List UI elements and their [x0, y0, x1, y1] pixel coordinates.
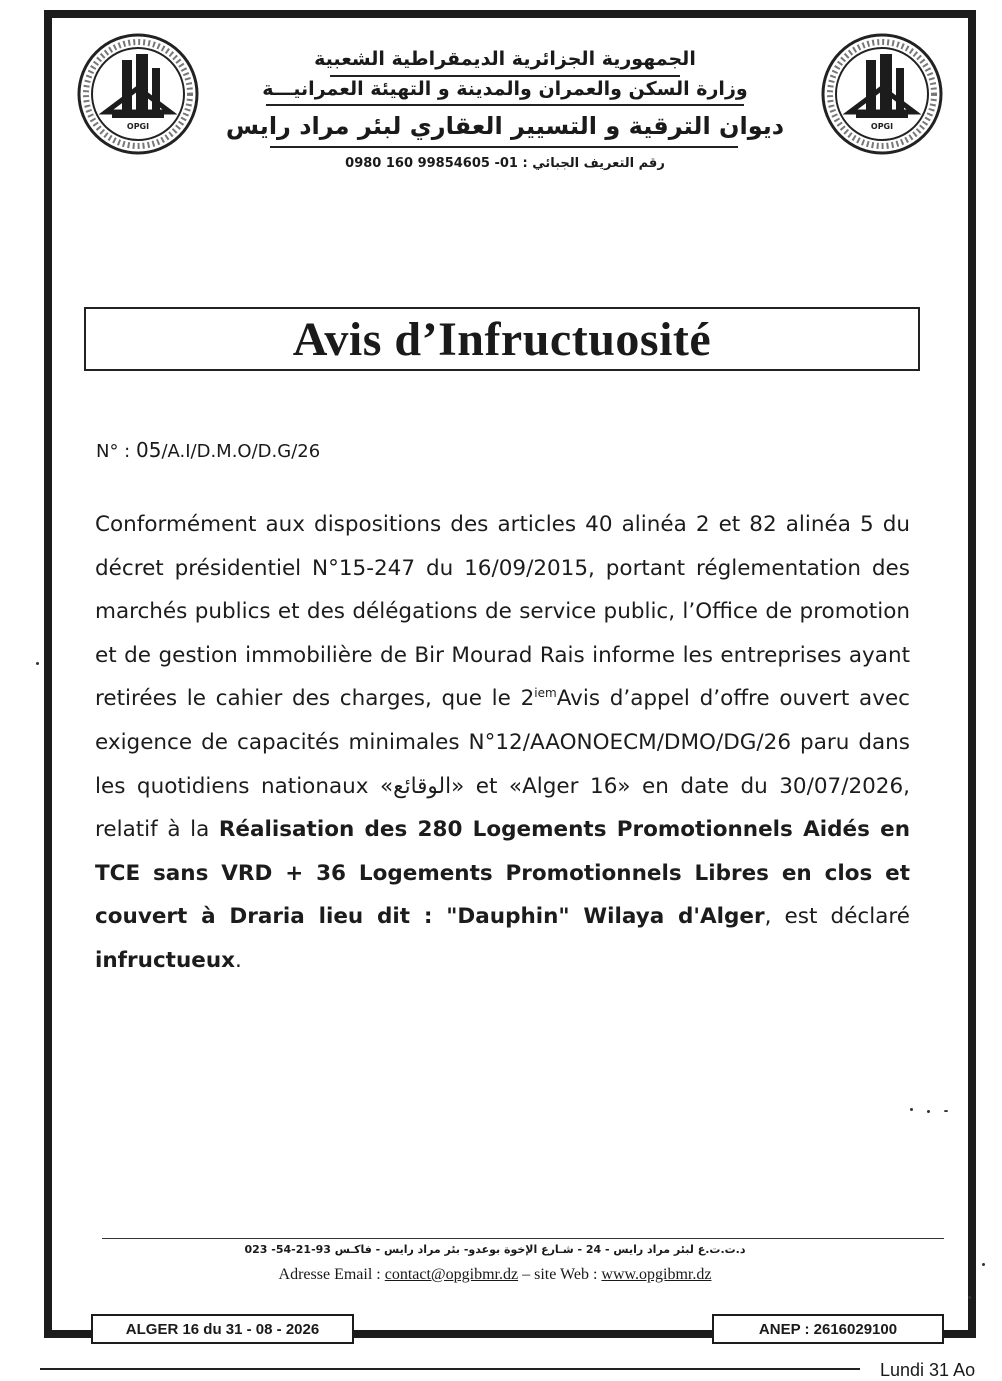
logo-left-label: OPGI — [126, 122, 150, 131]
footer-email-link[interactable]: contact@opgibmr.dz — [384, 1266, 519, 1283]
header-underline-3 — [270, 146, 738, 148]
header-republic: الجمهورية الجزائرية الديمقراطية الشعبية — [314, 48, 696, 70]
title-box — [84, 307, 920, 371]
scan-speck — [910, 1108, 913, 1111]
scan-speck — [968, 1296, 971, 1299]
page-title: Avis d’Infructuosité — [292, 312, 712, 366]
scan-speck — [944, 1110, 948, 1112]
footer-arabic-address: د.ت.ت.ع لبئر مراد رايس - 24 - شـارع الإخوة بوعدو- بئر مراد رايس - فاكـس 93-21-54- 023 — [244, 1243, 746, 1256]
footer-website-link[interactable]: www.opgibmr.dz — [601, 1266, 712, 1283]
reference-num: 05 — [135, 438, 162, 462]
notice-body — [95, 503, 910, 983]
body-bold-result: infructueux — [95, 947, 236, 973]
bottom-rule — [40, 1368, 860, 1370]
opgi-logo-right — [820, 32, 944, 156]
footer-email-label: Adresse Email : — [278, 1266, 385, 1283]
footer-separator: – site Web : — [518, 1266, 602, 1283]
logo-right-label: OPGI — [870, 122, 894, 131]
reference-number — [96, 438, 320, 462]
publication-tag: ALGER 16 du 31 - 08 - 2026 — [91, 1314, 354, 1344]
body-part-3: , est déclaré — [764, 904, 910, 930]
body-part-1: Conformément aux dispositions des articles 40 alinéa 2 et 82 alinéa 5 du décret présidentiel N°15-247 du 16/09/2015, portant réglementation des marchés publics et des délégations de service public, l’Office de promotion et de gestion immobilière de Bir Mourad Rais informe les entreprises ayant retirées le cahier des charges, que le 2 — [95, 512, 910, 712]
header-office: ديوان الترقية و التسيير العقاري لبئر مراد رايس — [225, 112, 785, 140]
anep-tag: ANEP : 2616029100 — [712, 1314, 944, 1344]
header-tax-id: رقم التعريف الجبائي : 01- 99854605 160 0980 — [345, 156, 665, 171]
header-underline-2 — [266, 104, 744, 106]
scan-speck — [982, 1263, 985, 1266]
footer-divider — [102, 1238, 944, 1239]
header-ministry: وزارة السكن والعمران والمدينة و التهيئة العمرانيـــة — [262, 78, 748, 100]
corner-date-fragment: Lundi 31 Ao — [880, 1360, 976, 1380]
reference-prefix: N° : — [96, 441, 136, 462]
opgi-logo-left — [76, 32, 200, 156]
body-part-4: . — [235, 947, 242, 973]
footer-contact — [150, 1266, 840, 1284]
body-part-2: Avis d’appel d’offre ouvert avec exigence de capacités minimales N°12/AAONOECM/DMO/DG/26 paru dans les quotidiens nationaux «الوقائع» et «Alger 16» en date du 30/07/2026, relatif à la — [95, 686, 911, 843]
reference-suffix: /A.I/D.M.O/D.G/26 — [161, 441, 321, 462]
body-bold-project: Réalisation des 280 Logements Promotionnels Aidés en TCE sans VRD + 36 Logements Promotionnels Libres en clos et couvert à Draria lieu dit : "Dauphin" Wilaya d'Alger — [95, 817, 911, 930]
header-underline-1 — [330, 75, 680, 77]
scan-speck — [927, 1110, 930, 1113]
scan-speck — [36, 662, 39, 665]
body-superscript: iem — [534, 686, 557, 701]
